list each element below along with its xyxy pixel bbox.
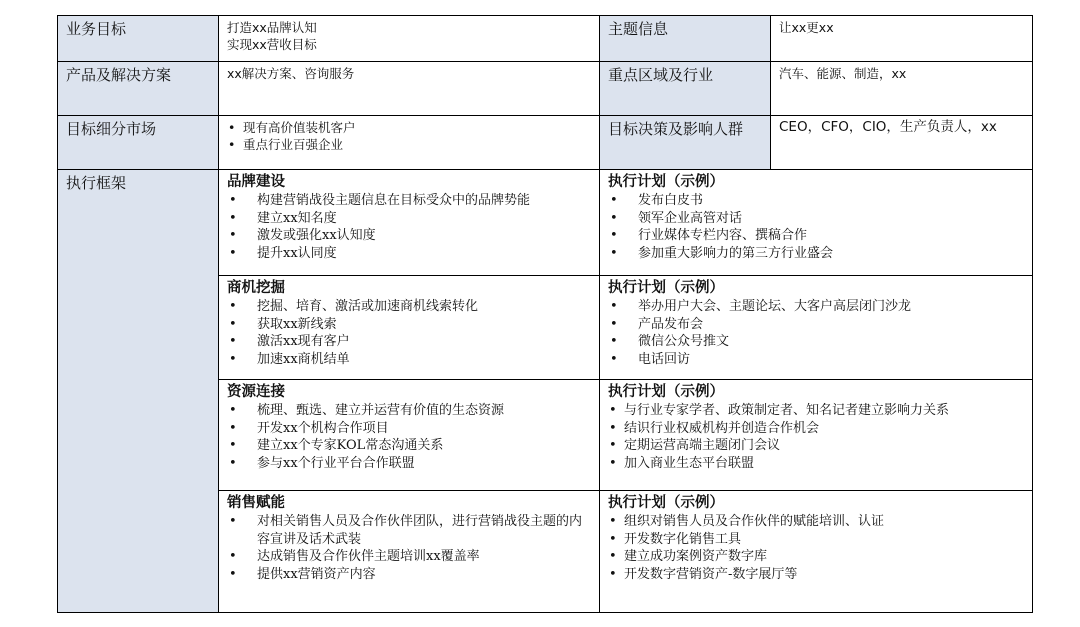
business-goal-line: 打造xx品牌认知 <box>227 20 317 35</box>
row-brand-building <box>58 170 1033 276</box>
plan-title: 执行计划（示例） <box>608 280 724 296</box>
list-item: • 定期运营高端主题闭门会议 <box>608 437 1024 455</box>
business-goal-line: 实现xx营收目标 <box>227 37 317 52</box>
section-title: 资源连接 <box>227 384 285 400</box>
list-item: • 挖掘、培育、激活或加速商机线索转化 <box>227 298 591 316</box>
row-solution <box>58 62 1033 116</box>
sales-enablement-plan-cell <box>600 491 1033 613</box>
decision-makers-value: CEO，CFO，CIO，生产负责人，xx <box>771 116 1033 170</box>
list-item: • 开发数字营销资产-数字展厅等 <box>608 566 1024 584</box>
plan-list <box>608 402 1024 472</box>
business-goal-label: 业务目标 <box>58 16 219 62</box>
section-title: 品牌建设 <box>227 174 285 190</box>
list-item: • 现有高价值装机客户 <box>227 119 591 136</box>
list-item: • 开发xx个机构合作项目 <box>227 420 591 438</box>
section-title: 销售赋能 <box>227 495 285 511</box>
list-item: • 达成销售及合作伙伴主题培训xx覆盖率 <box>227 548 591 566</box>
plan-list <box>608 513 1024 583</box>
plan-title: 执行计划（示例） <box>608 174 724 190</box>
plan-list <box>608 192 1024 262</box>
business-goal-value <box>219 16 600 62</box>
resource-connection-plan-cell <box>600 380 1033 491</box>
list-item: • 建立xx知名度 <box>227 210 591 228</box>
resource-connection-cell <box>219 380 600 491</box>
list-item: • 参与xx个行业平台合作联盟 <box>227 455 591 473</box>
list-item: • 产品发布会 <box>608 316 1024 334</box>
list-item: • 对相关销售人员及合作伙伴团队，进行营销战役主题的内容宣讲及话术武装 <box>227 513 591 548</box>
plan-title: 执行计划（示例） <box>608 384 724 400</box>
market-value <box>219 116 600 170</box>
theme-info-label: 主题信息 <box>600 16 771 62</box>
solution-label: 产品及解决方案 <box>58 62 219 116</box>
brand-building-cell <box>219 170 600 276</box>
section-list <box>227 192 591 262</box>
section-list <box>227 402 591 472</box>
list-item: • 微信公众号推文 <box>608 333 1024 351</box>
list-item: • 构建营销战役主题信息在目标受众中的品牌势能 <box>227 192 591 210</box>
list-item: • 建立xx个专家KOL常态沟通关系 <box>227 437 591 455</box>
list-item: • 重点行业百强企业 <box>227 136 591 153</box>
list-item: • 举办用户大会、主题论坛、大客户高层闭门沙龙 <box>608 298 1024 316</box>
list-item: • 与行业专家学者、政策制定者、知名记者建立影响力关系 <box>608 402 1024 420</box>
opportunity-mining-cell <box>219 276 600 380</box>
list-item: • 发布白皮书 <box>608 192 1024 210</box>
sales-enablement-cell <box>219 491 600 613</box>
list-item: • 加入商业生态平台联盟 <box>608 455 1024 473</box>
row-business-goal <box>58 16 1033 62</box>
list-item: • 加速xx商机结单 <box>227 351 591 369</box>
section-title: 商机挖掘 <box>227 280 285 296</box>
row-market <box>58 116 1033 170</box>
section-list <box>227 298 591 368</box>
list-item: • 梳理、甄选、建立并运营有价值的生态资源 <box>227 402 591 420</box>
list-item: • 组织对销售人员及合作伙伴的赋能培训、认证 <box>608 513 1024 531</box>
list-item: • 提供xx营销资产内容 <box>227 566 591 584</box>
list-item: • 参加重大影响力的第三方行业盛会 <box>608 245 1024 263</box>
list-item: • 建立成功案例资产数字库 <box>608 548 1024 566</box>
list-item: • 获取xx新线索 <box>227 316 591 334</box>
list-item: • 行业媒体专栏内容、撰稿合作 <box>608 227 1024 245</box>
solution-value: xx解决方案、咨询服务 <box>219 62 600 116</box>
list-item: • 提升xx认同度 <box>227 245 591 263</box>
theme-info-value: 让xx更xx <box>771 16 1033 62</box>
framework-label: 执行框架 <box>58 170 219 613</box>
list-item: • 电话回访 <box>608 351 1024 369</box>
list-item: • 结识行业权威机构并创造合作机会 <box>608 420 1024 438</box>
section-list <box>227 513 591 583</box>
plan-list <box>608 298 1024 368</box>
campaign-plan-table <box>57 15 1033 613</box>
decision-makers-label: 目标决策及影响人群 <box>600 116 771 170</box>
list-item: • 激活xx现有客户 <box>227 333 591 351</box>
brand-building-plan-cell <box>600 170 1033 276</box>
list-item: • 激发或强化xx认知度 <box>227 227 591 245</box>
region-industry-value: 汽车、能源、制造，xx <box>771 62 1033 116</box>
opportunity-mining-plan-cell <box>600 276 1033 380</box>
region-industry-label: 重点区域及行业 <box>600 62 771 116</box>
plan-title: 执行计划（示例） <box>608 495 724 511</box>
list-item: • 开发数字化销售工具 <box>608 531 1024 549</box>
list-item: • 领军企业高管对话 <box>608 210 1024 228</box>
market-list <box>227 119 591 153</box>
market-label: 目标细分市场 <box>58 116 219 170</box>
